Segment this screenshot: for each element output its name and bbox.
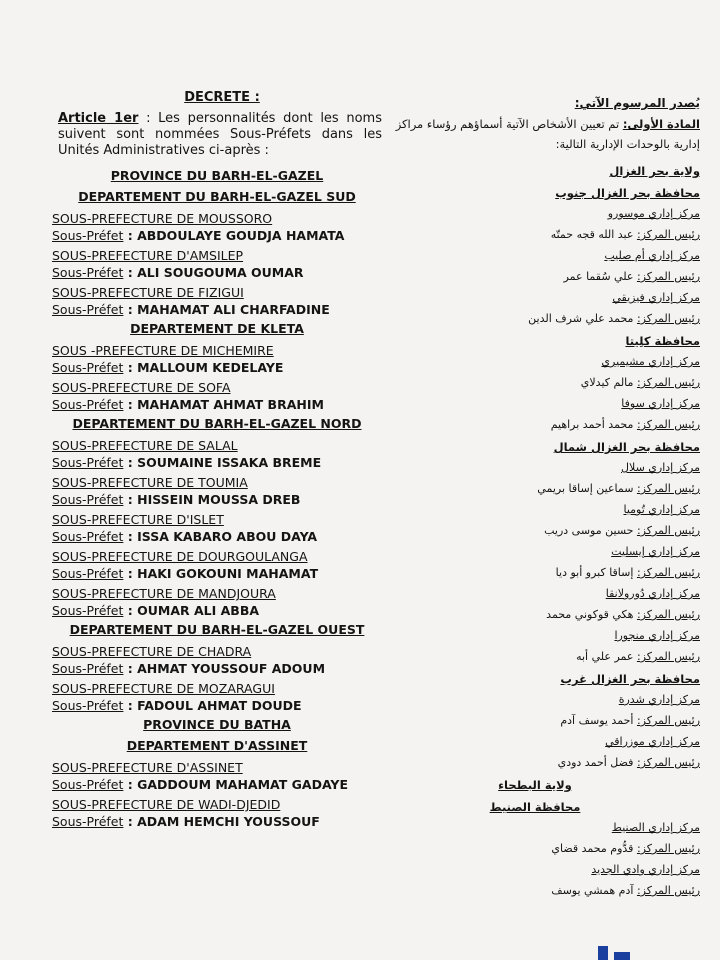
center-head-name: محمد علي شرف الدين [528,312,634,325]
sous-prefet-row [52,454,382,471]
arabic-section-heading: محافظة بحر الغزال غرب [560,672,700,686]
arabic-decree-heading: يُصدر المرسوم الآتي: [574,96,700,110]
administrative-center-name: مركز إداري منجورا [614,629,700,642]
sous-prefet-label: Sous-Préfet [52,603,124,618]
sous-prefet-row [52,491,382,508]
center-head-row [450,414,700,436]
center-head-name: إساقا كبرو أبو ديا [555,566,634,579]
article-1-paragraph [52,111,382,159]
ink-mark [598,946,608,960]
ink-mark [614,952,630,960]
center-head-name: هكي قوكوني محمد [546,608,634,621]
administrative-center-name: مركز إداري سلال [621,461,700,474]
french-appointments-list [52,165,382,830]
sous-prefet-name: ADAM HEMCHI YOUSSOUF [137,814,320,829]
label-separator: : [123,302,138,317]
center-head-name: أحمد يوسف آدم [560,714,634,727]
arabic-article-label: المادة الأولى: [622,117,700,131]
sous-prefet-name: MAHAMAT ALI CHARFADINE [137,302,330,317]
center-head-row [450,562,700,584]
sous-prefecture-name: SOUS-PREFECTURE DE SOFA [52,380,231,395]
center-head-row [450,604,700,626]
center-head-row [450,646,700,668]
sous-prefecture-name: SOUS-PREFECTURE D'ASSINET [52,760,243,775]
center-head-label: رئيس المركز: [636,524,700,537]
center-head-row [450,520,700,542]
sous-prefet-name: GADDOUM MAHAMAT GADAYE [137,777,349,792]
label-separator: : [123,814,138,829]
center-head-name: سماعين إساقا بريمي [537,482,634,495]
center-head-row [450,838,700,860]
sous-prefet-label: Sous-Préfet [52,265,124,280]
center-head-name: عبد الله قجه حمتّه [550,228,634,241]
center-head-label: رئيس المركز: [636,418,700,431]
sous-prefet-name: SOUMAINE ISSAKA BREME [137,455,322,470]
sous-prefet-label: Sous-Préfet [52,529,124,544]
sous-prefet-label: Sous-Préfet [52,814,124,829]
arabic-section-heading: محافظة الصنيط [489,800,581,814]
center-head-name: علي سُقما عمر [563,270,634,283]
sous-prefecture-name: SOUS-PREFECTURE DE MANDJOURA [52,586,276,601]
center-head-name: مالم كيدلاي [580,376,634,389]
decree-heading: DECRETE : [184,90,260,105]
administrative-center-name: مركز إداري موسورو [607,207,700,220]
sous-prefecture-name: SOUS-PREFECTURE DE TOUMIA [52,475,248,490]
sous-prefet-label: Sous-Préfet [52,566,124,581]
sous-prefet-row [52,264,382,281]
arabic-section-heading: ولاية بحر الغزال [609,164,700,178]
section-heading: DEPARTEMENT DU BARH-EL-GAZEL NORD [72,416,362,431]
center-head-row [450,372,700,394]
administrative-center-name: مركز إداري دُورولانقا [605,587,700,600]
sous-prefecture-name: SOUS-PREFECTURE DE CHADRA [52,644,252,659]
sous-prefet-row [52,660,382,677]
label-separator: : [123,228,138,243]
article-text: : Les personnalités dont les noms suivent sont nommées Sous-Préfets dans les Unités Administratives ci-après : [58,111,382,158]
label-separator: : [123,492,138,507]
sous-prefet-name: ABDOULAYE GOUDJA HAMATA [137,228,345,243]
administrative-center-name: مركز إداري موزراقي [605,735,700,748]
arabic-section-heading: محافظة بحر الغزال شمال [553,440,700,454]
arabic-article-1-paragraph [370,114,700,154]
center-head-name: آدم همشي يوسف [551,884,634,897]
sous-prefecture-name: SOUS-PREFECTURE DE WADI-DJEDID [52,797,281,812]
sous-prefet-name: ALI SOUGOUMA OUMAR [137,265,304,280]
sous-prefet-row [52,565,382,582]
arabic-appointments-list [370,160,700,902]
sous-prefecture-name: SOUS-PREFECTURE DE MOUSSORO [52,211,273,226]
sous-prefecture-name: SOUS-PREFECTURE D'AMSILEP [52,248,244,263]
center-head-label: رئيس المركز: [636,566,700,579]
administrative-center-name: مركز إداري سوفا [621,397,700,410]
label-separator: : [123,698,138,713]
sous-prefecture-name: SOUS-PREFECTURE DE FIZIGUI [52,285,244,300]
sous-prefet-row [52,602,382,619]
sous-prefet-label: Sous-Préfet [52,698,124,713]
sous-prefecture-name: SOUS-PREFECTURE DE DOURGOULANGA [52,549,308,564]
sous-prefet-row [52,227,382,244]
center-head-label: رئيس المركز: [636,842,700,855]
sous-prefet-label: Sous-Préfet [52,397,124,412]
center-head-label: رئيس المركز: [636,376,700,389]
administrative-center-name: مركز إداري شدرة [618,693,700,706]
sous-prefet-name: FADOUL AHMAT DOUDE [137,698,302,713]
sous-prefet-row [52,301,382,318]
sous-prefet-row [52,528,382,545]
section-heading: PROVINCE DU BATHA [143,717,291,732]
sous-prefet-name: ISSA KABARO ABOU DAYA [137,529,318,544]
label-separator: : [123,360,138,375]
sous-prefecture-name: SOUS-PREFECTURE D'ISLET [52,512,224,527]
sous-prefet-row [52,359,382,376]
arabic-section-heading: محافظة بحر الغزال جنوب [555,186,700,200]
sous-prefet-name: AHMAT YOUSSOUF ADOUM [137,661,326,676]
sous-prefet-name: HAKI GOKOUNI MAHAMAT [137,566,319,581]
arabic-column [370,96,700,902]
center-head-label: رئيس المركز: [636,228,700,241]
sous-prefet-label: Sous-Préfet [52,492,124,507]
section-heading: DEPARTEMENT DU BARH-EL-GAZEL OUEST [69,622,365,637]
label-separator: : [123,455,138,470]
sous-prefet-row [52,396,382,413]
administrative-center-name: مركز إداري تُوميا [623,503,700,516]
center-head-row [450,478,700,500]
section-heading: DEPARTEMENT DE KLETA [130,321,304,336]
sous-prefet-label: Sous-Préfet [52,360,124,375]
label-separator: : [123,529,138,544]
center-head-row [450,710,700,732]
center-head-name: فضل أحمد دودي [557,756,634,769]
center-head-name: حسين موسى دريب [544,524,634,537]
center-head-label: رئيس المركز: [636,650,700,663]
sous-prefet-label: Sous-Préfet [52,777,124,792]
center-head-label: رئيس المركز: [636,884,700,897]
article-label: Article 1er [58,111,139,126]
label-separator: : [123,397,138,412]
french-column [52,90,382,830]
label-separator: : [123,566,138,581]
administrative-center-name: مركز إداري فيزيقي [612,291,700,304]
sous-prefet-name: HISSEIN MOUSSA DREB [137,492,301,507]
label-separator: : [123,777,138,792]
sous-prefet-label: Sous-Préfet [52,455,124,470]
sous-prefet-name: OUMAR ALI ABBA [137,603,260,618]
sous-prefecture-name: SOUS-PREFECTURE DE SALAL [52,438,238,453]
section-heading: PROVINCE DU BARH-EL-GAZEL [110,168,324,183]
administrative-center-name: مركز إداري أم صليب [604,249,700,262]
center-head-name: عمر علي أبه [576,650,634,663]
section-heading: DEPARTEMENT DU BARH-EL-GAZEL SUD [78,189,356,204]
administrative-center-name: مركز إداري إيسليت [611,545,700,558]
sous-prefet-row [52,697,382,714]
center-head-label: رئيس المركز: [636,270,700,283]
center-head-name: قدُّوم محمد قضاي [551,842,634,855]
center-head-row [450,752,700,774]
sous-prefet-label: Sous-Préfet [52,302,124,317]
center-head-row [450,224,700,246]
sous-prefet-label: Sous-Préfet [52,661,124,676]
center-head-row [450,308,700,330]
sous-prefecture-name: SOUS-PREFECTURE DE MOZARAGUI [52,681,275,696]
sous-prefet-row [52,776,382,793]
center-head-label: رئيس المركز: [636,482,700,495]
center-head-label: رئيس المركز: [636,756,700,769]
administrative-center-name: مركز إداري وادي الجديد [591,863,700,876]
sous-prefet-name: MALLOUM KEDELAYE [137,360,284,375]
arabic-section-heading: ولاية البطحاء [498,778,572,792]
section-heading: DEPARTEMENT D'ASSINET [126,738,308,753]
center-head-name: محمد أحمد براهيم [550,418,634,431]
administrative-center-name: مركز إداري مشيميري [601,355,700,368]
label-separator: : [123,603,138,618]
sous-prefecture-name: SOUS -PREFECTURE DE MICHEMIRE [52,343,274,358]
center-head-label: رئيس المركز: [636,312,700,325]
center-head-row [450,266,700,288]
center-head-label: رئيس المركز: [636,714,700,727]
administrative-center-name: مركز إداري الصنيط [611,821,700,834]
arabic-article-text: تم تعيين الأشخاص الآتية أسماؤهم رؤساء مراكز إدارية بالوحدات الإدارية التالية: [395,117,700,151]
sous-prefet-row [52,813,382,830]
label-separator: : [123,661,138,676]
center-head-row [450,880,700,902]
arabic-section-heading: محافظة كلِيتا [625,334,700,348]
sous-prefet-name: MAHAMAT AHMAT BRAHIM [137,397,324,412]
label-separator: : [123,265,138,280]
center-head-label: رئيس المركز: [636,608,700,621]
sous-prefet-label: Sous-Préfet [52,228,124,243]
